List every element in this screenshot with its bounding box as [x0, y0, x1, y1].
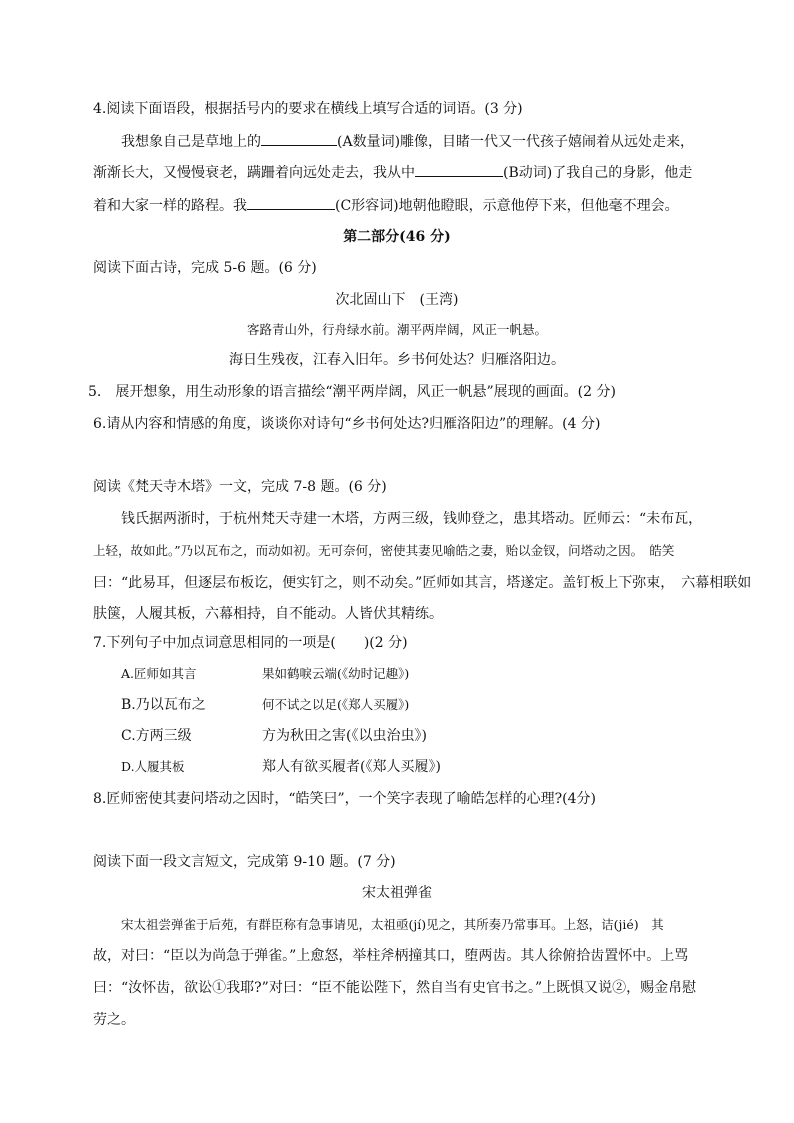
q4-line-3-text-a: 着和大家一样的路程。我: [93, 198, 247, 214]
q7-option-a-right: 果如鹤唳云端(《幼时记趣》): [262, 666, 410, 681]
q4-line-3-text-b: (C形容词)地朝他瞪眼，示意他停下来，但他毫不理会。: [335, 198, 679, 214]
passage2-line-2: 故，对曰：“臣以为尚急于弹雀。”上愈怒，举柱斧柄撞其口，堕两齿。其人徐俯拾齿置怀中。上骂: [93, 948, 689, 964]
poem-line-1: 客路青山外，行舟绿水前。潮平两岸阔，风正一帆悬。: [246, 322, 547, 337]
q4-line-3: [93, 195, 679, 216]
q4-line-1-text-b: (A数量词)雕像，目睹一代又一代孩子嬉闹着从远处走来，: [337, 134, 695, 150]
q7-option-c-right: 方为秋田之害(《以虫治虫》): [262, 728, 427, 744]
q8-prompt: 8.匠师密使其妻问塔动之因时，“皓笑曰”，一个笑字表现了喻皓怎样的心理?(4分): [93, 791, 597, 807]
answer-blank-a[interactable]: [261, 131, 337, 146]
section-heading: 第二部分(46 分): [343, 229, 451, 245]
q7-option-c-left: C.方两三级: [121, 728, 192, 744]
passage2-line-3: 曰：“汝怀齿，欲讼①我耶?”对曰：“臣不能讼陛下，然自当有史官书之。”上既惧又说②，赐金帛慰: [93, 980, 697, 996]
passage1-line-4: 肤箧，人履其板，六幕相持，自不能动。人皆伏其精练。: [93, 606, 443, 622]
passage2-line-4: 劳之。: [93, 1012, 135, 1028]
passage2-line-1: 宋太祖尝弹雀于后苑，有群臣称有急事请见，太祖亟(jí)见之，其所奏乃常事耳。上怒，诘(jié) 其: [121, 917, 664, 932]
poem-title: 次北固山下 (王湾): [335, 292, 459, 308]
q7-option-d-right: 郑人有欲买履者(《郑人买履》): [262, 759, 441, 775]
q4-line-2-text-b: (B动词)了我自己的身影，他走: [503, 165, 693, 181]
q7-option-d-left: D.人履其板: [121, 759, 185, 774]
q4-line-2: [93, 162, 692, 183]
q4-line-1: [121, 131, 694, 152]
passage2-intro: 阅读下面一段文言短文，完成第 9-10 题。(7 分): [93, 854, 396, 870]
passage1-line-1: 钱氏据两浙时，于杭州梵天寺建一木塔，方两三级，钱帅登之，患其塔动。匠师云：“未布瓦，: [121, 511, 703, 527]
answer-blank-b[interactable]: [415, 162, 503, 177]
poem-line-2: 海日生残夜，江春入旧年。乡书何处达？归雁洛阳边。: [229, 352, 565, 368]
q7-option-a-left: A.匠师如其言: [121, 666, 197, 681]
passage2-title: 宋太祖弹雀: [362, 885, 432, 901]
q7-option-b-right: 何不试之以足(《郑人买履》): [262, 697, 410, 712]
q6-prompt: 6.请从内容和情感的角度，谈谈你对诗句“乡书何处达?归雁洛阳边”的理解。(4 分): [93, 416, 601, 432]
q4-line-1-text-a: 我想象自己是草地上的: [121, 134, 261, 150]
q7-option-b-left: B.乃以瓦布之: [121, 697, 206, 713]
q7-prompt: 7.下列句子中加点词意思相同的一项是( )(2 分): [93, 635, 408, 651]
q5-prompt: 5. 展开想象，用生动形象的语言描绘“潮平两岸阔，风正一帆悬”展现的画面。(2 分): [88, 384, 616, 400]
poem-intro: 阅读下面古诗，完成 5-6 题。(6 分): [93, 260, 317, 276]
q4-line-2-text-a: 渐渐长大，又慢慢衰老，蹒跚着向远处走去，我从中: [93, 165, 415, 181]
passage1-intro: 阅读《梵天寺木塔》一文，完成 7-8 题。(6 分): [93, 479, 387, 495]
answer-blank-c[interactable]: [247, 195, 335, 210]
passage1-line-2: 上轻，故如此。”乃以瓦布之，而动如初。无可奈何，密使其妻见喻皓之妻，贻以金钗，问塔动之因。 皓笑: [93, 543, 675, 558]
passage1-line-3: 曰：“此易耳，但逐层布板讫，便实钉之，则不动矣。”匠师如其言，塔遂定。盖钉板上下弥束， 六幕相联如: [93, 575, 752, 591]
q4-prompt: 4.阅读下面语段，根据括号内的要求在横线上填写合适的词语。(3 分): [93, 101, 523, 117]
